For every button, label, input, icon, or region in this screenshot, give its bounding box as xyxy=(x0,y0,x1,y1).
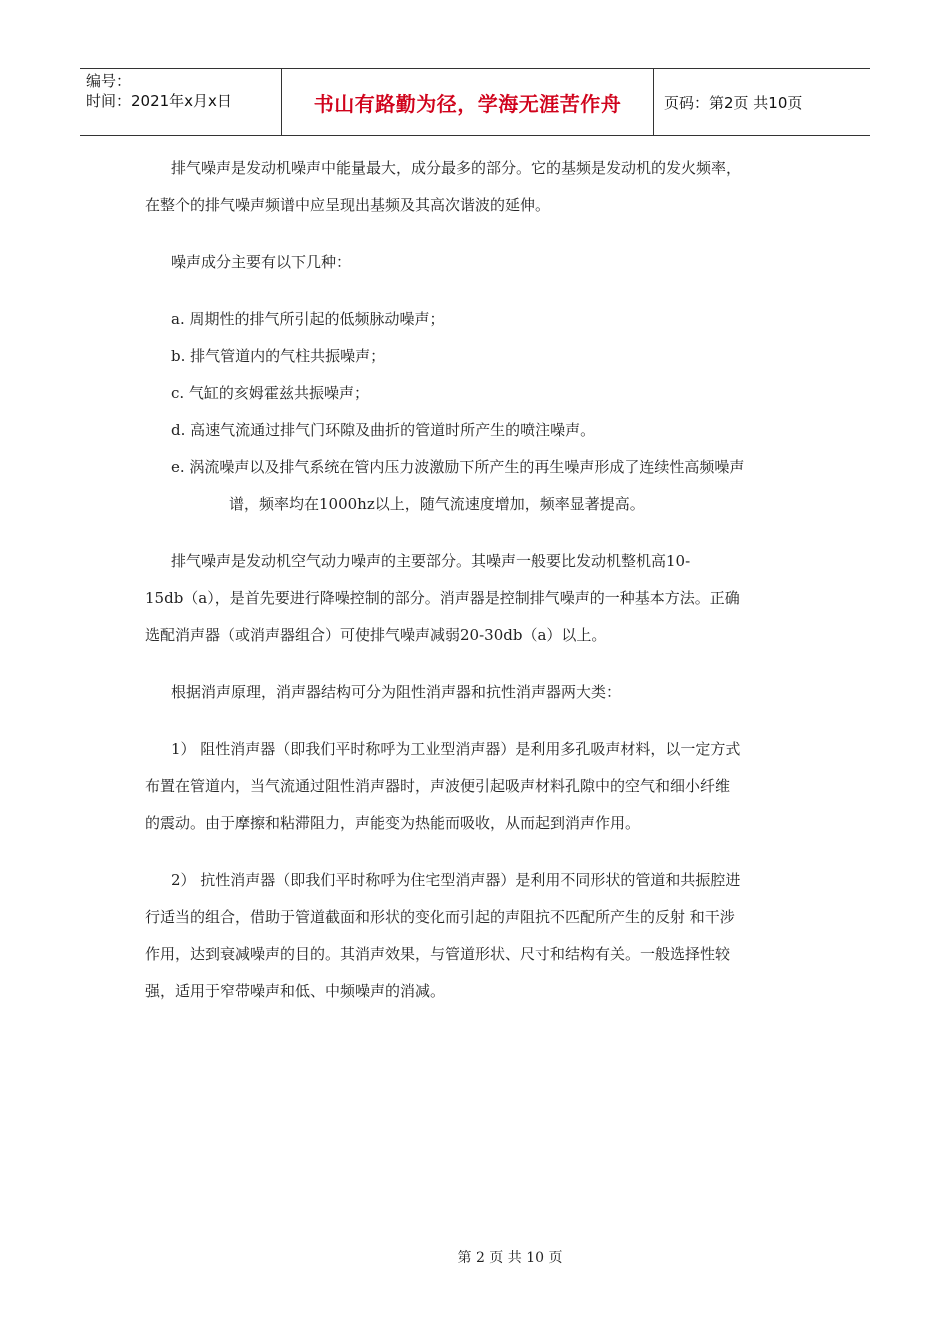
paragraph-line: 1） 阻性消声器（即我们平时称呼为工业型消声器）是利用多孔吸声材料，以一定方式 xyxy=(171,740,741,758)
paragraph-line: 行适当的组合，借助于管道截面和形状的变化而引起的声阻抗不匹配所产生的反射 和干涉 xyxy=(145,908,735,926)
doc-code-label: 编号： xyxy=(86,72,132,90)
paragraph-line: 15db（a），是首先要进行降噪控制的部分。消声器是控制排气噪声的一种基本方法。正确 xyxy=(145,589,740,607)
page-header xyxy=(80,68,870,136)
document-body xyxy=(145,150,810,1010)
paragraph-line: 在整个的排气噪声频谱中应呈现出基频及其高次谐波的延伸。 xyxy=(145,196,551,214)
page-footer xyxy=(0,1247,950,1267)
header-page-info-cell xyxy=(654,69,870,135)
footer-page-number: 第 2 页 共 10 页 xyxy=(457,1250,563,1266)
list-item: a. 周期性的排气所引起的低频脉动噪声； xyxy=(171,310,445,328)
paragraph-line: 强，适用于窄带噪声和低、中频噪声的消减。 xyxy=(145,982,446,1000)
paragraph-line: 选配消声器（或消声器组合）可使排气噪声减弱20-30db（a）以上。 xyxy=(145,626,607,644)
paragraph-line: 噪声成分主要有以下几种： xyxy=(171,253,352,271)
paragraph-line: 布置在管道内，当气流通过阻性消声器时，声波便引起吸声材料孔隙中的空气和细小纤维 xyxy=(145,777,731,795)
paragraph-line: 根据消声原理，消声器结构可分为阻性消声器和抗性消声器两大类： xyxy=(171,683,622,701)
header-page-info: 页码：第2页 共10页 xyxy=(664,93,803,112)
header-meta xyxy=(80,69,282,135)
list-item: e. 涡流噪声以及排气系统在管内压力波激励下所产生的再生噪声形成了连续性高频噪声 xyxy=(171,458,745,476)
list-item: d. 高速气流通过排气门环隙及曲折的管道时所产生的喷注噪声。 xyxy=(171,421,596,439)
paragraph-line: 排气噪声是发动机空气动力噪声的主要部分。其噪声一般要比发动机整机高10- xyxy=(171,552,691,570)
header-motto: 书山有路勤为径，学海无涯苦作舟 xyxy=(313,91,622,116)
doc-time-label: 时间：2021年x月x日 xyxy=(86,92,232,110)
list-item: c. 气缸的亥姆霍兹共振噪声； xyxy=(171,384,369,402)
paragraph-line: 排气噪声是发动机噪声中能量最大，成分最多的部分。它的基频是发动机的发火频率， xyxy=(171,159,742,177)
paragraph-line: 作用，达到衰减噪声的目的。其消声效果，与管道形状、尺寸和结构有关。一般选择性较 xyxy=(145,945,731,963)
list-item: b. 排气管道内的气柱共振噪声； xyxy=(171,347,386,365)
header-motto-cell xyxy=(282,69,654,135)
list-item-continuation: 谱，频率均在1000hz以上，随气流速度增加，频率显著提高。 xyxy=(229,495,645,513)
paragraph-line: 的震动。由于摩擦和粘滞阻力，声能变为热能而吸收，从而起到消声作用。 xyxy=(145,814,641,832)
paragraph-line: 2） 抗性消声器（即我们平时称呼为住宅型消声器）是利用不同形状的管道和共振腔进 xyxy=(171,871,741,889)
